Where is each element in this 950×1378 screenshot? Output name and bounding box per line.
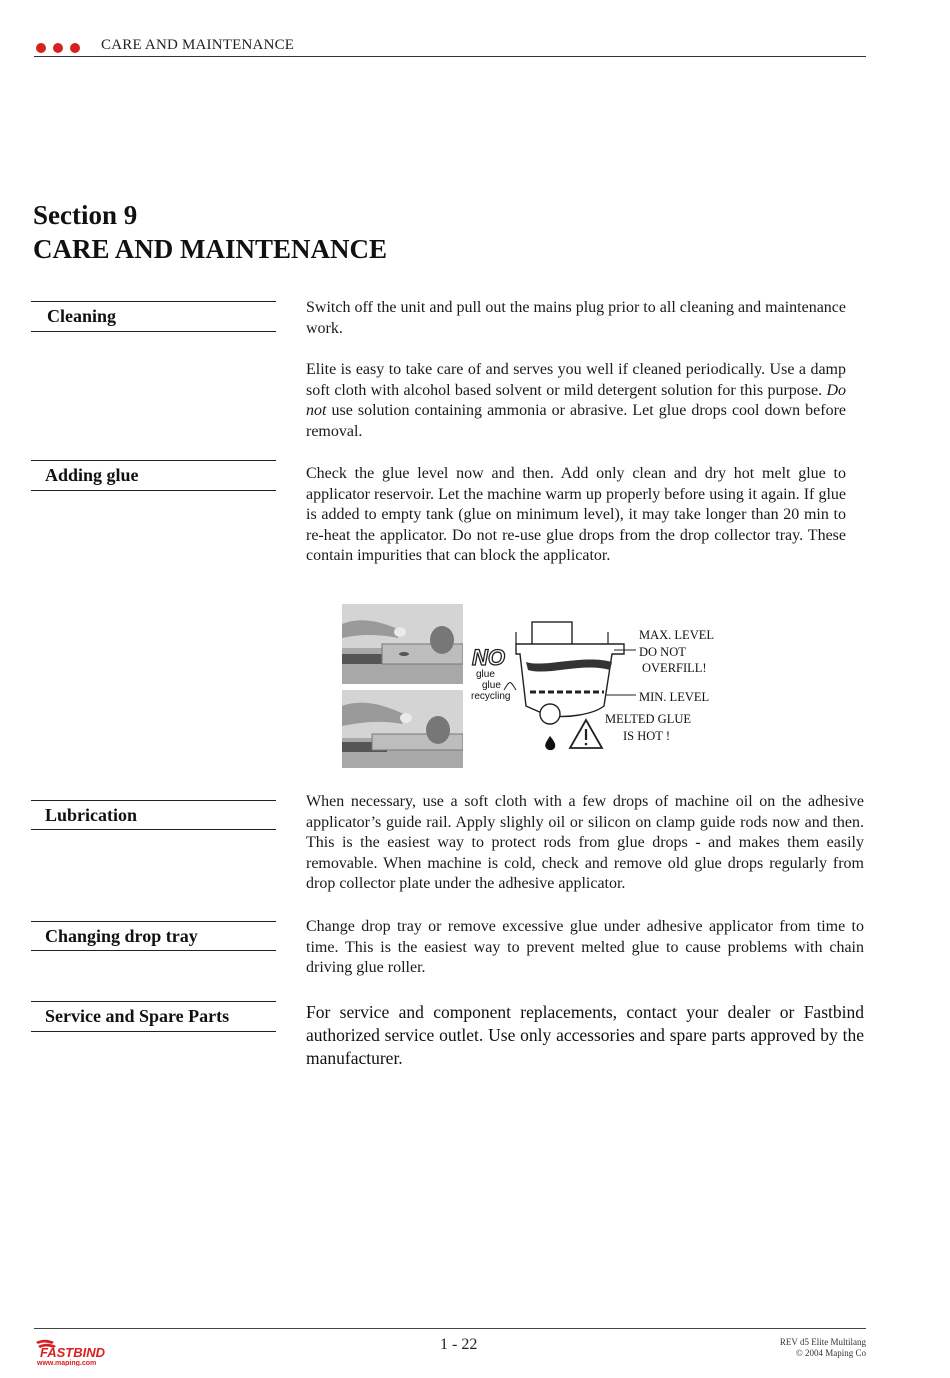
no-glue-recycling-note xyxy=(471,669,510,702)
bullet-dot-icon xyxy=(36,43,46,53)
melted-glue-line-2: IS HOT ! xyxy=(623,728,670,743)
page-number: 1 - 22 xyxy=(440,1336,478,1353)
section-heading: CARE AND MAINTENANCE xyxy=(33,234,388,264)
photo-adding-glue-top xyxy=(342,604,463,684)
recycling-label: recycling xyxy=(471,691,511,702)
logo-text: FASTBIND xyxy=(40,1345,105,1360)
copyright-line: © 2004 Maping Co xyxy=(795,1348,866,1358)
max-level-line-2: DO NOT xyxy=(639,644,686,659)
melted-glue-line-1: MELTED GLUE xyxy=(605,712,691,726)
changing-drop-tray-paragraph: Change drop tray or remove excessive glue under adhesive applicator from time to time. This is the easiest way to prevent melted glue to cause problems with chain driving glue roller. xyxy=(306,918,864,977)
label-service xyxy=(31,1001,276,1032)
label-adding-glue xyxy=(31,460,276,491)
section-title xyxy=(33,198,387,266)
cleaning-paragraph-1: Switch off the unit and pull out the mains plug prior to all cleaning and maintenance work. xyxy=(306,299,846,337)
photo-adding-glue-bottom xyxy=(342,690,463,768)
label-cleaning xyxy=(31,301,276,332)
lubrication-paragraph: When necessary, use a soft cloth with a few drops of machine oil on the adhesive applicator’s guide rail. Apply slighly oil or silicon on clamp guide rods now and then. This is the easiest way to protect rods from glue drops - and makes them easily removable. When machine is cold, check and remove old glue drops regularly from drop collector plate under the adhesive applicator. xyxy=(306,793,864,893)
cleaning-text-a: Elite is easy to take care of and serves you well if cleaned periodically. Use a damp soft cloth with alcohol based solvent or mild detergent solution for this purpose. xyxy=(306,361,846,399)
label-changing-drop-tray xyxy=(31,921,276,951)
glue-drop-icon xyxy=(545,736,555,750)
header-title: CARE AND MAINTENANCE xyxy=(101,37,295,53)
label-adding-glue-text: Adding glue xyxy=(45,465,139,485)
label-cleaning-text: Cleaning xyxy=(47,306,117,326)
label-lubrication xyxy=(31,800,276,830)
cleaning-paragraph-2 xyxy=(306,360,846,442)
header-dots xyxy=(36,40,96,52)
max-level-line-1: MAX. LEVEL xyxy=(639,628,714,642)
fastbind-logo xyxy=(34,1338,114,1371)
label-lubrication-text: Lubrication xyxy=(45,805,138,825)
footer-rule xyxy=(34,1328,866,1329)
glue-label-1: glue xyxy=(476,669,495,680)
min-level-note: MIN. LEVEL xyxy=(639,690,710,704)
melted-glue-note xyxy=(605,711,691,744)
max-level-note xyxy=(639,627,714,677)
no-label: NO xyxy=(472,645,505,670)
section-number: Section 9 xyxy=(33,200,138,230)
header-rule xyxy=(34,56,866,57)
bullet-dot-icon xyxy=(53,43,63,53)
label-changing-drop-tray-text: Changing drop tray xyxy=(45,926,198,946)
revision-info xyxy=(780,1337,866,1359)
glue-label-2: glue xyxy=(482,680,501,691)
bullet-dot-icon xyxy=(70,43,80,53)
cleaning-text-b: use solution containing ammonia or abrasive. Let glue drops cool down before removal. xyxy=(306,402,846,440)
adding-glue-paragraph: Check the glue level now and then. Add only clean and dry hot melt glue to applicator reservoir. Let the machine warm up properly before using it again. If glue is added to empty tank (glue on minimum level), it may take longer than 20 min to re-heat the applicator. Do not re-use glue drops from the drop collector tray. These contain impurities that can block the applicator. xyxy=(306,465,846,565)
label-service-text: Service and Spare Parts xyxy=(45,1006,230,1026)
max-level-line-3: OVERFILL! xyxy=(642,661,707,675)
service-paragraph: For service and component replacements, contact your dealer or Fastbind authorized service outlet. Use only accessories and spare parts approved by the manufacturer. xyxy=(306,1002,864,1068)
revision-line: REV d5 Elite Multilang xyxy=(779,1337,866,1347)
cleaning-emphasis: Do not xyxy=(306,381,846,420)
logo-url: www.maping.com xyxy=(37,1360,97,1366)
